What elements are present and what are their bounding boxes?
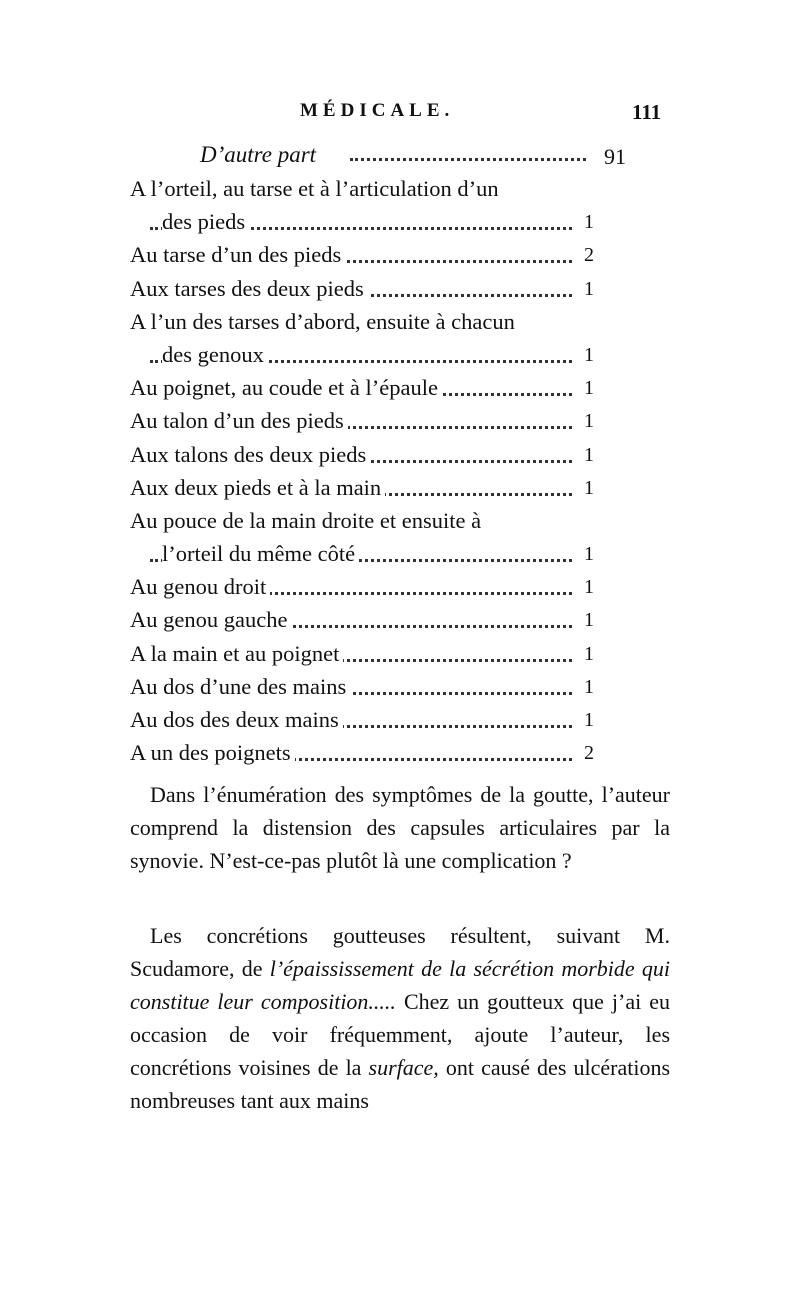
tally-row — [130, 373, 600, 406]
carry-forward-line — [200, 140, 626, 176]
tally-row — [130, 473, 600, 506]
page-header — [0, 100, 800, 130]
paragraph-2-part-3: ont causé des ulcérations nombreuses tant aux mains — [130, 1055, 670, 1113]
tally-row-text: A un des poignets — [130, 740, 295, 766]
tally-row-text: A l’orteil, au tarse et à l’articulation d’un — [130, 176, 503, 202]
paragraph-2-part-1: Les concrétions goutteuses résultent, suivant M. Scudamore, de — [130, 923, 670, 981]
tally-row-text: l’orteil du même côté — [162, 541, 359, 567]
tally-row — [130, 240, 600, 273]
tally-row-text: A l’un des tarses d’abord, ensuite à chacun — [130, 309, 519, 335]
tally-row-count: 1 — [578, 377, 600, 400]
tally-row — [130, 539, 600, 572]
tally-list — [130, 174, 600, 771]
running-title: MÉDICALE. — [300, 100, 455, 121]
tally-row-text: des pieds — [162, 209, 249, 235]
tally-row-text: Au genou gauche — [130, 607, 291, 633]
tally-row-count: 2 — [578, 742, 600, 765]
tally-row — [130, 274, 600, 307]
carry-forward-value: 91 — [600, 144, 626, 170]
tally-row-text: Au talon d’un des pieds — [130, 408, 348, 434]
tally-row — [130, 440, 600, 473]
tally-row-count: 1 — [578, 444, 600, 467]
paragraph-2-text — [130, 919, 670, 1117]
tally-row-text: des genoux — [162, 342, 268, 368]
tally-row — [130, 738, 600, 771]
tally-row-count: 1 — [578, 211, 600, 234]
tally-row — [130, 174, 600, 207]
tally-row — [130, 572, 600, 605]
tally-row-text: A la main et au poignet — [130, 641, 343, 667]
tally-row-count: 1 — [578, 576, 600, 599]
tally-row-text: Aux talons des deux pieds — [130, 442, 370, 468]
paragraph-1-text: Dans l’énumération des symptômes de la goutte, l’auteur comprend la distension des capsules articulaires par la synovie. N’est-ce-pas plutôt là une complication ? — [130, 782, 670, 873]
tally-row-text: Au tarse d’un des pieds — [130, 242, 345, 268]
tally-row-count: 1 — [578, 643, 600, 666]
tally-row-text: Aux tarses des deux pieds — [130, 276, 368, 302]
page-number: 111 — [632, 100, 662, 124]
tally-row-text: Aux deux pieds et à la main — [130, 475, 385, 501]
tally-row — [130, 207, 600, 240]
tally-row-text: Au poignet, au coude et à l’épaule — [130, 375, 442, 401]
tally-row-count: 2 — [578, 244, 600, 267]
tally-row — [130, 605, 600, 638]
paragraph-2-italic-1: l’épaississement de la sécrétion morbide qui constitue leur composition..... — [130, 956, 671, 1014]
tally-row-count: 1 — [578, 410, 600, 433]
tally-row-count: 1 — [578, 709, 600, 732]
paragraph-1 — [130, 778, 670, 877]
tally-row-count: 1 — [578, 609, 600, 632]
paragraph-2-part-2: Chez un goutteux que j’ai eu occasion de voir fréquemment, ajoute l’auteur, les concrétions voisines de la — [130, 989, 670, 1080]
leader-dots — [350, 158, 586, 161]
carry-forward-label: D’autre part — [200, 142, 320, 168]
tally-row-text: Au dos des deux mains — [130, 707, 343, 733]
paragraph-2-italic-2: surface, — [368, 1055, 439, 1080]
tally-row-text: Au genou droit — [130, 574, 270, 600]
tally-row-count: 1 — [578, 344, 600, 367]
tally-row-text: Au pouce de la main droite et ensuite à — [130, 508, 485, 534]
paragraph-2 — [130, 919, 670, 1117]
tally-row-text: Au dos d’une des mains — [130, 674, 350, 700]
tally-row-count: 1 — [578, 676, 600, 699]
tally-row — [130, 672, 600, 705]
tally-row — [130, 307, 600, 340]
tally-row — [130, 506, 600, 539]
tally-row-count: 1 — [578, 278, 600, 301]
tally-row — [130, 406, 600, 439]
tally-row — [130, 340, 600, 373]
tally-row — [130, 639, 600, 672]
tally-row-count: 1 — [578, 543, 600, 566]
tally-row — [130, 705, 600, 738]
tally-row-count: 1 — [578, 477, 600, 500]
